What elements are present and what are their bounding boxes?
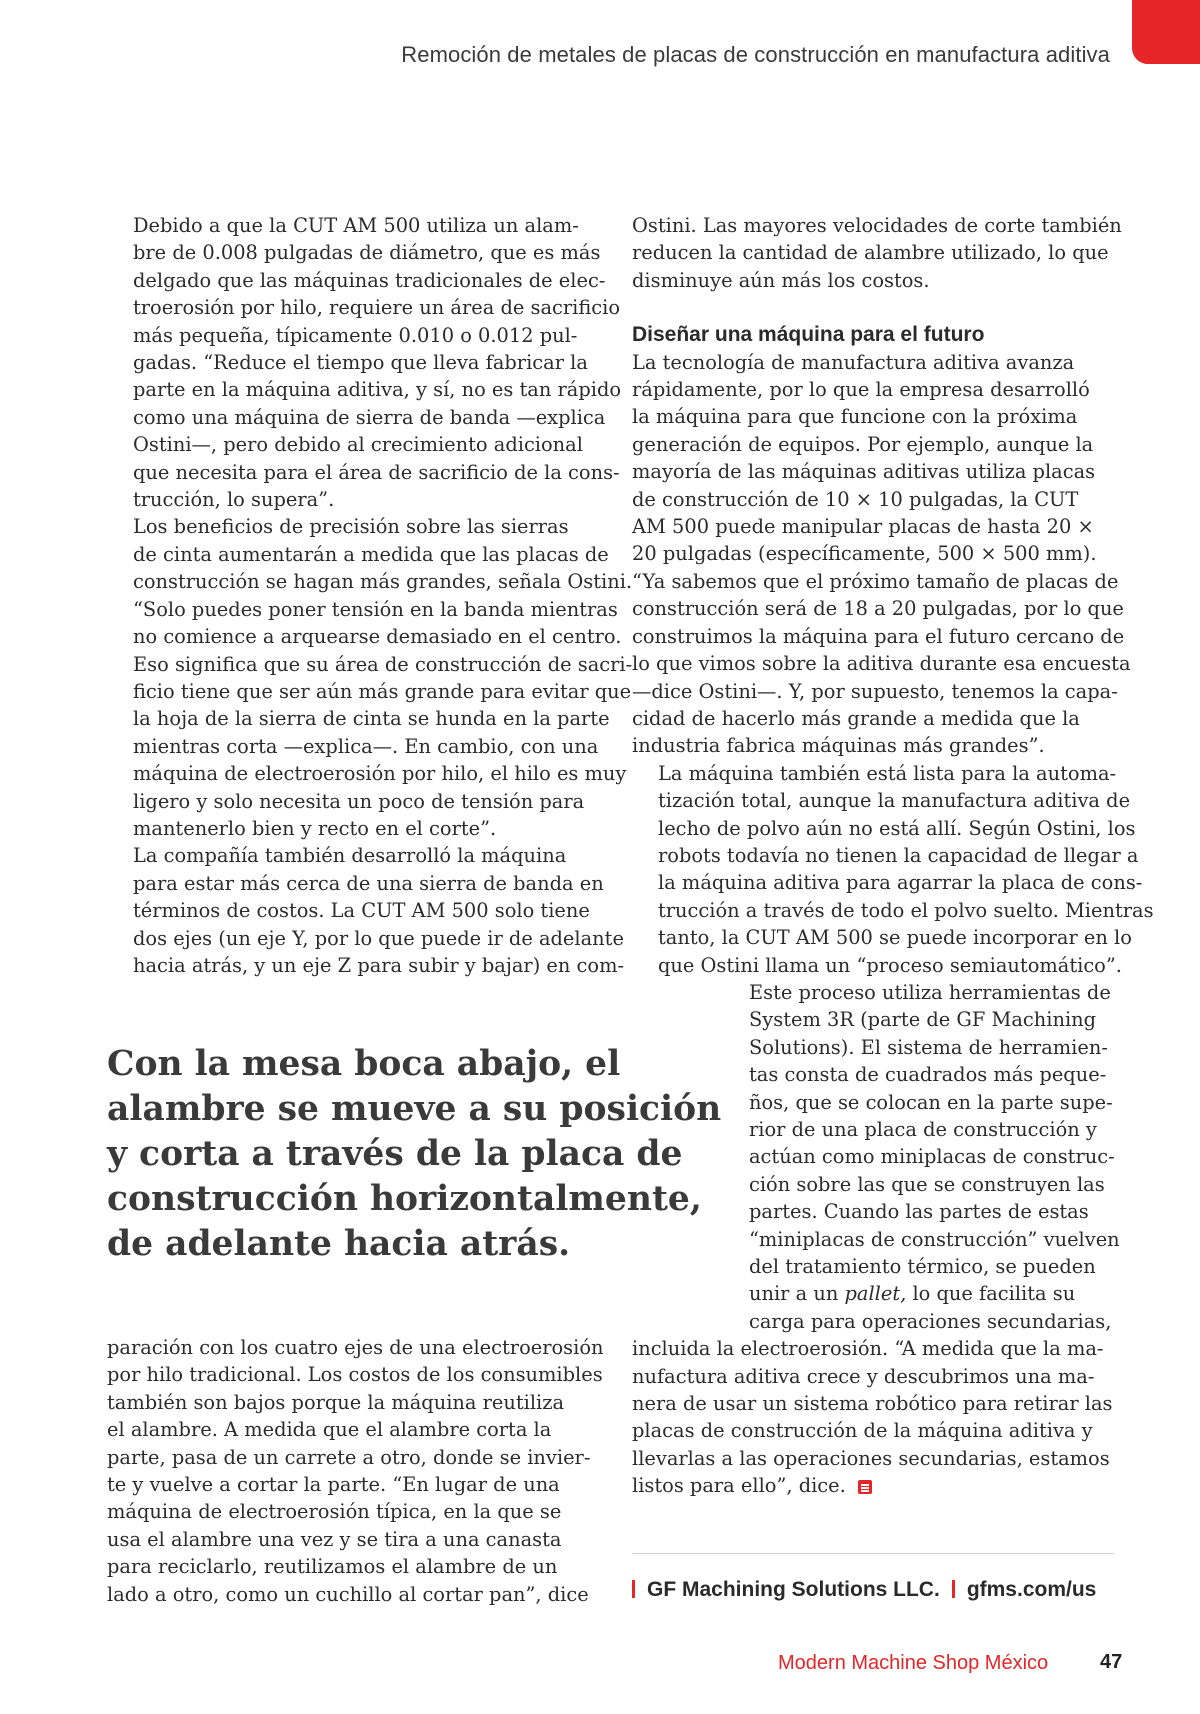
text-line: dos ejes (un eje Y, por lo que puede ir de adelante <box>133 926 624 950</box>
text-line: construimos la máquina para el futuro cercano de <box>632 624 1125 648</box>
text-line: nera de usar un sistema robótico para retirar las <box>632 1392 1113 1416</box>
text-line: AM 500 puede manipular placas de hasta 20 × <box>632 515 1094 539</box>
text-line: generación de equipos. Por ejemplo, aunque la <box>632 432 1094 456</box>
text-line: parte, pasa de un carrete a otro, donde se invier- <box>107 1445 591 1469</box>
text-line: máquina de electroerosión por hilo, el hilo es muy <box>133 762 627 786</box>
text-line: mayoría de las máquinas aditivas utiliza placas <box>632 460 1096 484</box>
text-line: reducen la cantidad de alambre utilizado, lo que <box>632 241 1109 265</box>
text-line: tización total, aunque la manufactura aditiva de <box>658 789 1131 813</box>
text-line: para estar más cerca de una sierra de banda en <box>133 871 604 895</box>
text-line: “Solo puedes poner tensión en la banda mientras <box>133 597 618 621</box>
text-line: ños, que se colocan en la parte supe- <box>749 1090 1113 1114</box>
text-line: ción sobre las que se construyen las <box>749 1172 1105 1196</box>
pull-quote-line: y corta a través de la placa de <box>107 1134 683 1174</box>
text-line: bre de 0.008 pulgadas de diámetro, que es más <box>133 241 601 265</box>
text-line: de construcción de 10 × 10 pulgadas, la CUT <box>632 487 1079 511</box>
text-line: Ostini—, pero debido al crecimiento adicional <box>133 433 583 457</box>
text-line: La compañía también desarrolló la máquina <box>133 844 567 868</box>
text-line: disminuye aún más los costos. <box>632 268 930 292</box>
left-column-top <box>107 212 633 979</box>
text-line: términos de costos. La CUT AM 500 solo tiene <box>133 899 590 923</box>
text-line: Solutions). El sistema de herramien- <box>749 1035 1108 1059</box>
text-line: Este proceso utiliza herramientas de <box>749 980 1111 1004</box>
italic-term: pallet, <box>844 1282 907 1306</box>
pull-quote-line: alambre se mueve a su posición <box>107 1089 722 1129</box>
text-line: máquina de electroerosión típica, en la que se <box>107 1500 562 1524</box>
paragraph-1 <box>107 212 622 513</box>
text-line: ligero y solo necesita un poco de tensión para <box>133 789 585 813</box>
text-line: rápidamente, por lo que la empresa desarrolló <box>632 378 1090 402</box>
section-subheading: Diseñar una máquina para el futuro <box>632 323 985 347</box>
text-line: rior de una placa de construcción y <box>749 1118 1097 1141</box>
text-line: La máquina también está lista para la automa- <box>658 761 1117 785</box>
text-line: “miniplacas de construcción” vuelven <box>749 1227 1120 1251</box>
text-line: placas de construcción de la máquina aditiva y <box>632 1419 1093 1443</box>
divider-rule <box>632 1553 1114 1554</box>
end-of-article-icon <box>858 1480 872 1494</box>
text-line: mientras corta —explica—. En cambio, con una <box>133 734 599 758</box>
text-fragment: unir a un <box>749 1282 845 1306</box>
text-line: como una máquina de sierra de banda —explica <box>133 405 606 429</box>
text-line: hacia atrás, y un eje Z para subir y bajar) en com- <box>133 953 625 977</box>
paragraph-2 <box>107 513 633 842</box>
page-number: 47 <box>1100 1651 1123 1673</box>
text-line: que necesita para el área de sacrificio de la cons- <box>133 460 620 484</box>
paragraph-3-continued <box>107 1334 604 1608</box>
text-fragment: listos para ello”, dice. <box>632 1474 846 1498</box>
text-line: 20 pulgadas (específicamente, 500 × 500 mm). <box>632 542 1097 566</box>
text-line: usa el alambre una vez y se tira a una canasta <box>107 1527 562 1551</box>
text-line: Los beneficios de precisión sobre las sierras <box>133 515 569 539</box>
red-bar-icon <box>952 1580 955 1598</box>
text-line: no comience a arquearse demasiado en el centro. <box>133 625 622 649</box>
text-fragment: lo que facilita su <box>906 1282 1076 1306</box>
pull-quote-line: de adelante hacia atrás. <box>107 1224 571 1264</box>
text-line: paración con los cuatro ejes de una electroerosión <box>107 1336 604 1359</box>
text-line: la máquina aditiva para agarrar la placa de cons- <box>658 871 1143 895</box>
pull-quote <box>107 1042 722 1267</box>
text-line: trucción a través de todo el polvo suelto. Mientras <box>658 898 1154 922</box>
text-line: mantenerlo bien y recto en el corte”. <box>133 816 497 840</box>
text-line: delgado que las máquinas tradicionales de elec- <box>133 268 606 292</box>
text-line: troerosión por hilo, requiere un área de sacrificio <box>133 296 621 320</box>
text-line: de cinta aumentarán a medida que las placas de <box>133 542 609 566</box>
running-header: Remoción de metales de placas de construcción en manufactura aditiva <box>401 42 1110 67</box>
text-line: parte en la máquina aditiva, y sí, no es tan rápido <box>133 378 622 402</box>
text-line: tas consta de cuadrados más peque- <box>749 1063 1107 1087</box>
text-line: que Ostini llama un “proceso semiautomático”. <box>658 953 1122 977</box>
text-line: para reciclarlo, reutilizamos el alambre de un <box>107 1555 558 1579</box>
source-credit <box>632 1578 1096 1602</box>
paragraph-right-4-continued <box>632 1335 1112 1499</box>
text-line: “Ya sabemos que el próximo tamaño de placas de <box>632 569 1119 593</box>
text-line: ficio tiene que ser aún más grande para evitar que <box>133 679 632 703</box>
text-line: System 3R (parte de GF Machining <box>749 1008 1097 1032</box>
text-line: nufactura aditiva crece y descubrimos una ma- <box>632 1364 1095 1388</box>
text-line: La tecnología de manufactura aditiva avanza <box>632 350 1075 374</box>
text-line: llevarlas a las operaciones secundarias, estamos <box>632 1446 1110 1470</box>
source-url[interactable]: gfms.com/us <box>966 1578 1097 1601</box>
text-line: más pequeña, típicamente 0.010 o 0.012 pul- <box>133 323 578 347</box>
text-line: robots todavía no tienen la capacidad de llegar a <box>658 843 1139 867</box>
text-line: la máquina para que funcione con la próxima <box>632 405 1078 429</box>
paragraph-right-3 <box>632 760 1154 979</box>
source-company: GF Machining Solutions LLC. <box>647 1578 940 1601</box>
text-line: la hoja de la sierra de cinta se hunda en la parte <box>133 707 610 731</box>
footer-publication: Modern Machine Shop México <box>778 1652 1049 1674</box>
text-line: Ostini. Las mayores velocidades de corte también <box>632 214 1122 237</box>
text-line: cidad de hacerlo más grande a medida que la <box>632 706 1080 730</box>
text-line: del tratamiento térmico, se pueden <box>749 1255 1096 1279</box>
paragraph-right-4 <box>632 979 1120 1335</box>
paragraph-3 <box>107 842 625 979</box>
text-line: —dice Ostini—. Y, por supuesto, tenemos la capa- <box>632 679 1118 703</box>
right-column <box>632 212 1154 1500</box>
text-line: también son bajos porque la máquina reutiliza <box>107 1390 565 1414</box>
pull-quote-line: Con la mesa boca abajo, el <box>107 1044 621 1084</box>
text-line: partes. Cuando las partes de estas <box>749 1200 1089 1224</box>
text-line: tanto, la CUT AM 500 se puede incorporar en lo <box>658 926 1132 950</box>
paragraph-right-2 <box>632 349 1131 760</box>
text-line: lo que vimos sobre la aditiva durante esa encuesta <box>632 652 1131 676</box>
text-line: lecho de polvo aún no está allí. Según Ostini, los <box>658 816 1136 840</box>
text-line: Eso significa que su área de construcción de sacri- <box>133 652 633 676</box>
text-line: el alambre. A medida que el alambre corta la <box>107 1418 552 1442</box>
text-line: actúan como miniplacas de construc- <box>749 1145 1115 1169</box>
pull-quote-line: construcción horizontalmente, <box>107 1179 702 1219</box>
text-line <box>632 1472 1112 1499</box>
text-line: te y vuelve a cortar la parte. “En lugar de una <box>107 1473 560 1497</box>
left-column-bottom <box>107 1334 604 1608</box>
text-line <box>632 1280 1112 1307</box>
text-line: trucción, lo supera”. <box>133 488 335 512</box>
text-line: incluida la electroerosión. “A medida que la ma- <box>632 1337 1104 1361</box>
text-line: lado a otro, como un cuchillo al cortar pan”, dice <box>107 1582 589 1606</box>
text-line: industria fabrica máquinas más grandes”. <box>632 734 1045 758</box>
corner-tab <box>1132 0 1200 64</box>
text-line: carga para operaciones secundarias, <box>749 1309 1112 1333</box>
red-bar-icon <box>632 1580 635 1598</box>
text-line: Debido a que la CUT AM 500 utiliza un alam- <box>133 214 579 237</box>
text-line: construcción será de 18 a 20 pulgadas, por lo que <box>632 597 1124 621</box>
text-line: gadas. “Reduce el tiempo que lleva fabricar la <box>133 351 588 375</box>
paragraph-right-1 <box>632 212 1122 294</box>
text-line: por hilo tradicional. Los costos de los consumibles <box>107 1363 603 1387</box>
text-line: construcción se hagan más grandes, señala Ostini. <box>133 570 633 594</box>
